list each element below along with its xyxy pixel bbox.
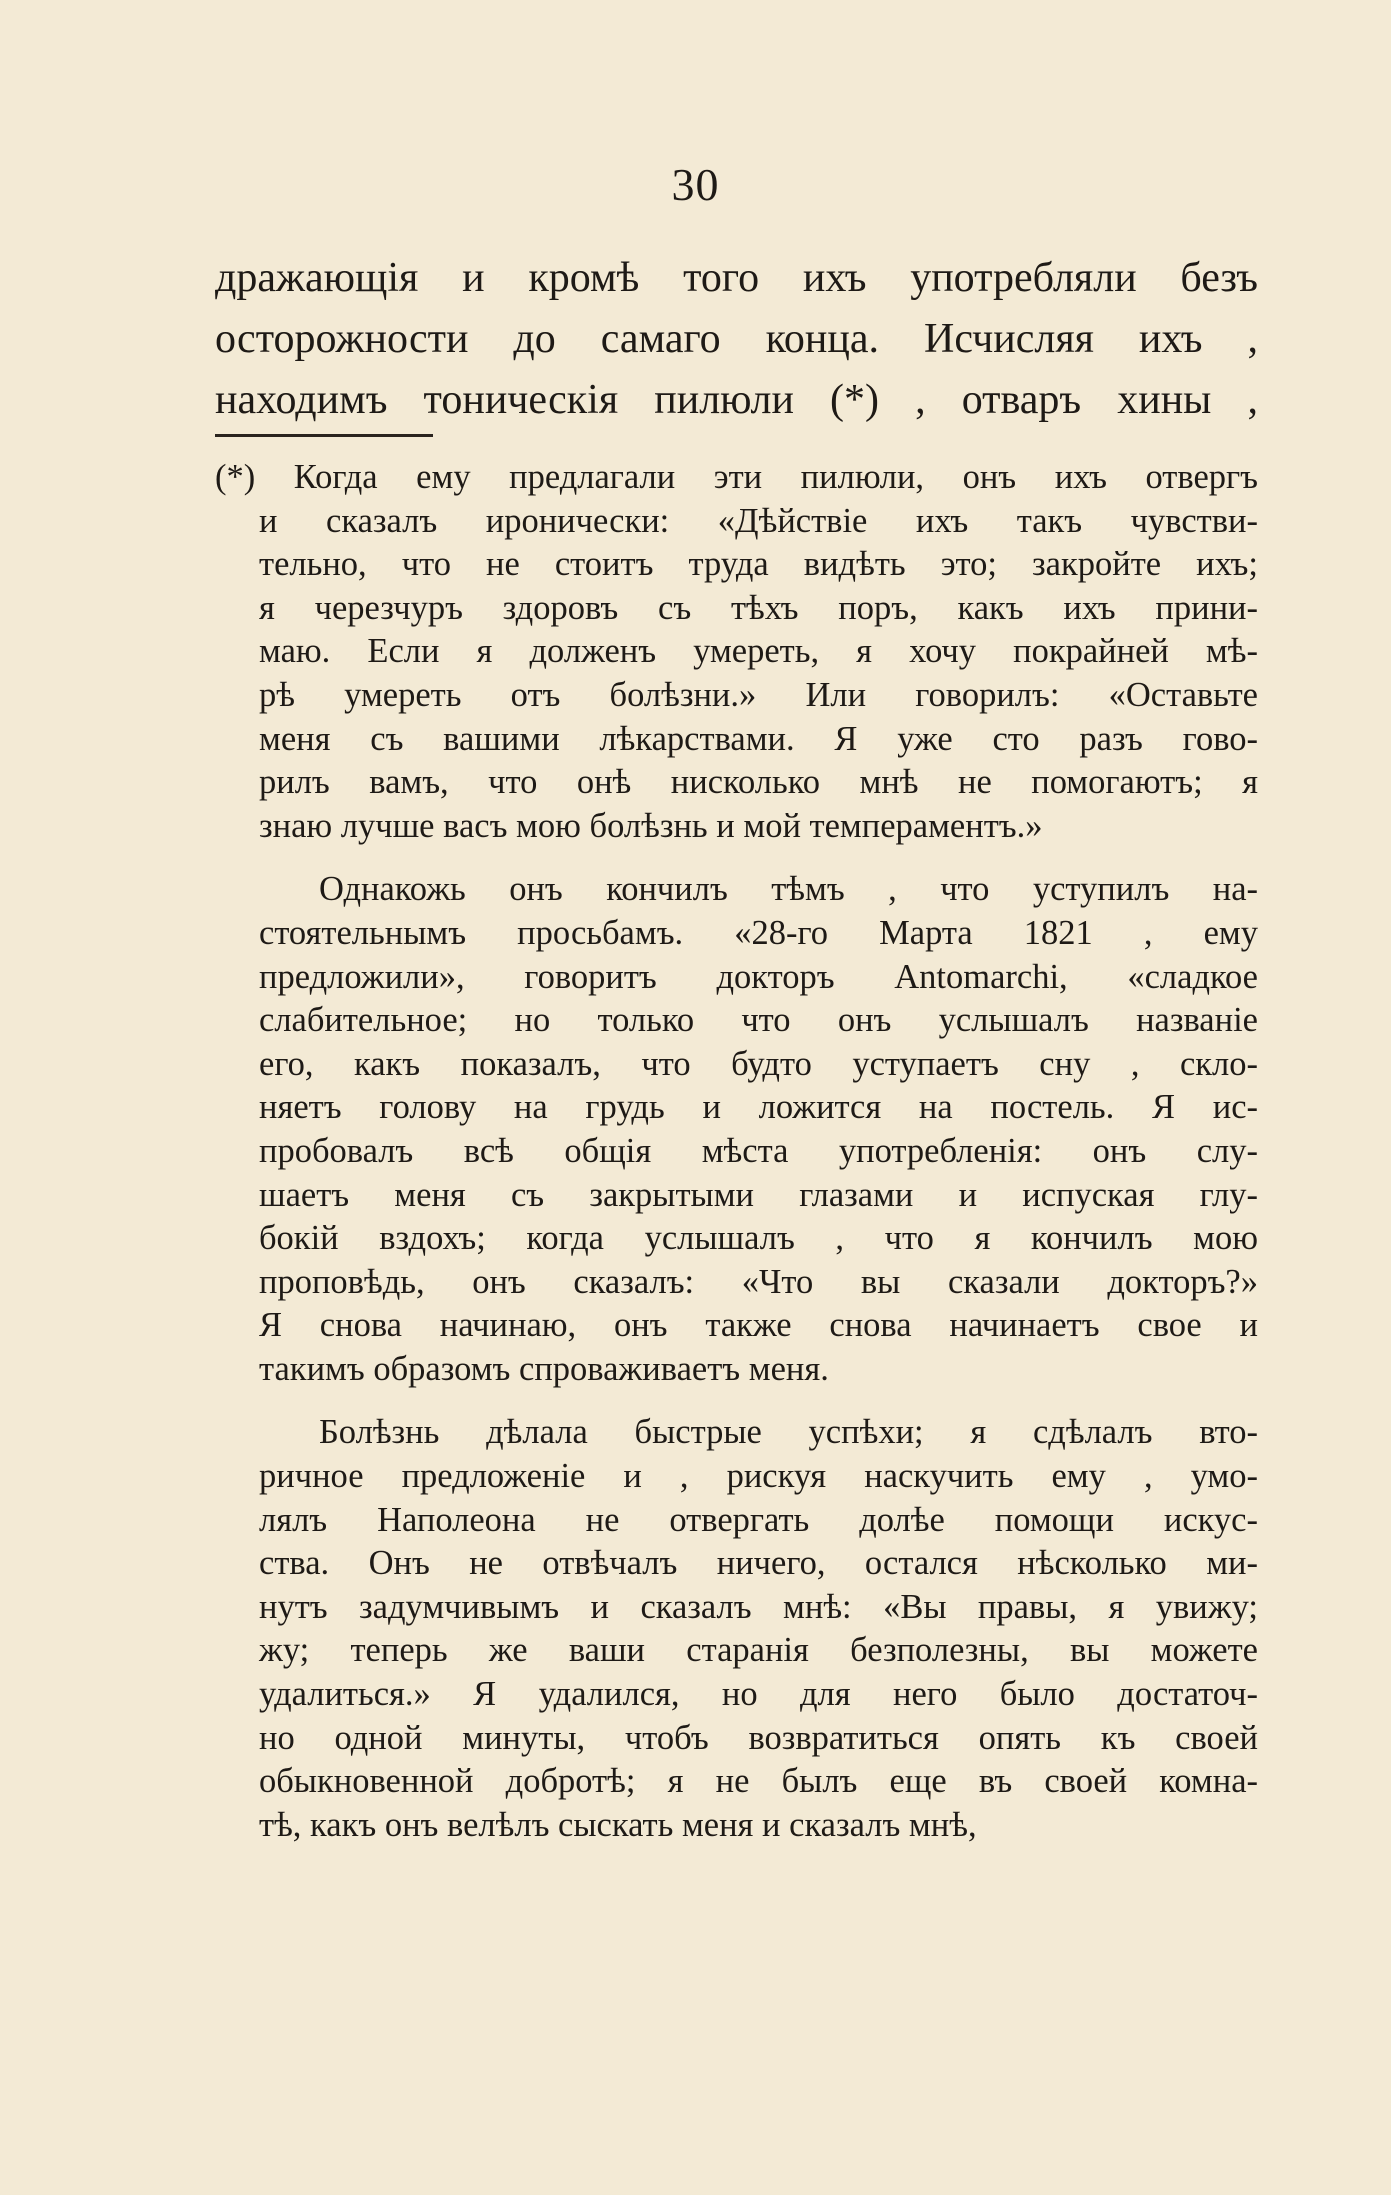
footnote-line: тельно, что не стоитъ труда видѣть это; закройте ихъ; — [259, 545, 1258, 584]
footnote-paragraph — [215, 456, 1258, 848]
footnote-line: Я снова начинаю, онъ также снова начинаетъ свое и — [259, 1306, 1258, 1345]
footnote-line: слабительное; но только что онъ услышалъ названіе — [259, 1001, 1258, 1040]
footnote-line: меня съ вашими лѣкарствами. Я уже сто разъ гово- — [259, 719, 1258, 758]
footnote-line: жу; теперь же ваши старанія безполезны, вы можете — [259, 1631, 1258, 1670]
footnote-line: Болѣзнь дѣлала быстрые успѣхи; я сдѣлалъ вто- — [319, 1413, 1258, 1452]
footnote-line: ричное предложеніе и , рискуя наскучить ему , умо- — [259, 1457, 1258, 1496]
footnote-line: предложили», говоритъ докторъ Antomarchi, «сладкое — [259, 957, 1258, 996]
footnote-line: обыкновенной добротѣ; я не былъ еще въ своей комна- — [259, 1762, 1258, 1801]
footnote-line: и сказалъ иронически: «Дѣйствіе ихъ такъ чувстви- — [259, 501, 1258, 540]
main-text-line: осторожности до самаго конца. Исчисляя ихъ , — [215, 316, 1258, 362]
footnote-paragraph — [215, 868, 1258, 1391]
footnote-line: маю. Если я долженъ умереть, я хочу покрайней мѣ- — [259, 632, 1258, 671]
footnote-line: такимъ образомъ спроваживаетъ меня. — [259, 1349, 829, 1388]
footnote-line: стоятельнымъ просьбамъ. «28-го Марта 1821 , ему — [259, 913, 1258, 952]
footnote-line: пробовалъ всѣ общія мѣста употребленія: онъ слу- — [259, 1131, 1258, 1170]
footnote-line: проповѣдь, онъ сказалъ: «Что вы сказали докторъ?» — [259, 1262, 1258, 1301]
footnote-line: лялъ Наполеона не отвергать долѣе помощи искус- — [259, 1500, 1258, 1539]
page-number: 30 — [671, 159, 720, 210]
footnote-separator-rule — [215, 434, 433, 437]
footnote-line: удалиться.» Я удалился, но для него было достаточ- — [259, 1675, 1258, 1714]
footnote-line: ства. Онъ не отвѣчалъ ничего, остался нѣсколько ми- — [259, 1544, 1258, 1583]
footnote-line: (*) Когда ему предлагали эти пилюли, онъ ихъ отвергъ — [215, 458, 1258, 496]
footnote-line: я черезчуръ здоровъ съ тѣхъ поръ, какъ ихъ прини- — [259, 588, 1258, 627]
main-text-line: дражающія и кромѣ того ихъ употребляли безъ — [215, 255, 1258, 301]
footnote-line: шаетъ меня съ закрытыми глазами и испуская глу- — [259, 1175, 1258, 1214]
main-text-line: находимъ тоническія пилюли (*) , отваръ хины , — [215, 377, 1258, 423]
main-text — [215, 248, 1258, 431]
footnote-line: тѣ, какъ онъ велѣлъ сыскать меня и сказалъ мнѣ, — [259, 1805, 977, 1844]
footnote-line: его, какъ показалъ, что будто уступаетъ сну , скло- — [259, 1044, 1258, 1083]
footnote-paragraph — [215, 1411, 1258, 1847]
footnote-line: рилъ вамъ, что онѣ нисколько мнѣ не помогаютъ; я — [259, 763, 1258, 802]
footnote-line: бокій вздохъ; когда услышалъ , что я кончилъ мою — [259, 1219, 1258, 1258]
footnote-line: Однакожь онъ кончилъ тѣмъ , что уступилъ на- — [319, 870, 1258, 909]
footnote-line: знаю лучше васъ мою болѣзнь и мой темпераментъ.» — [259, 806, 1043, 845]
footnote-line: рѣ умереть отъ болѣзни.» Или говорилъ: «Оставьте — [259, 675, 1258, 714]
footnote — [215, 456, 1258, 1847]
footnote-line: нутъ задумчивымъ и сказалъ мнѣ: «Вы правы, я увижу; — [259, 1587, 1258, 1626]
footnote-line: но одной минуты, чтобъ возвратиться опять къ своей — [259, 1718, 1258, 1757]
footnote-line: няетъ голову на грудь и ложится на постель. Я ис- — [259, 1088, 1258, 1127]
